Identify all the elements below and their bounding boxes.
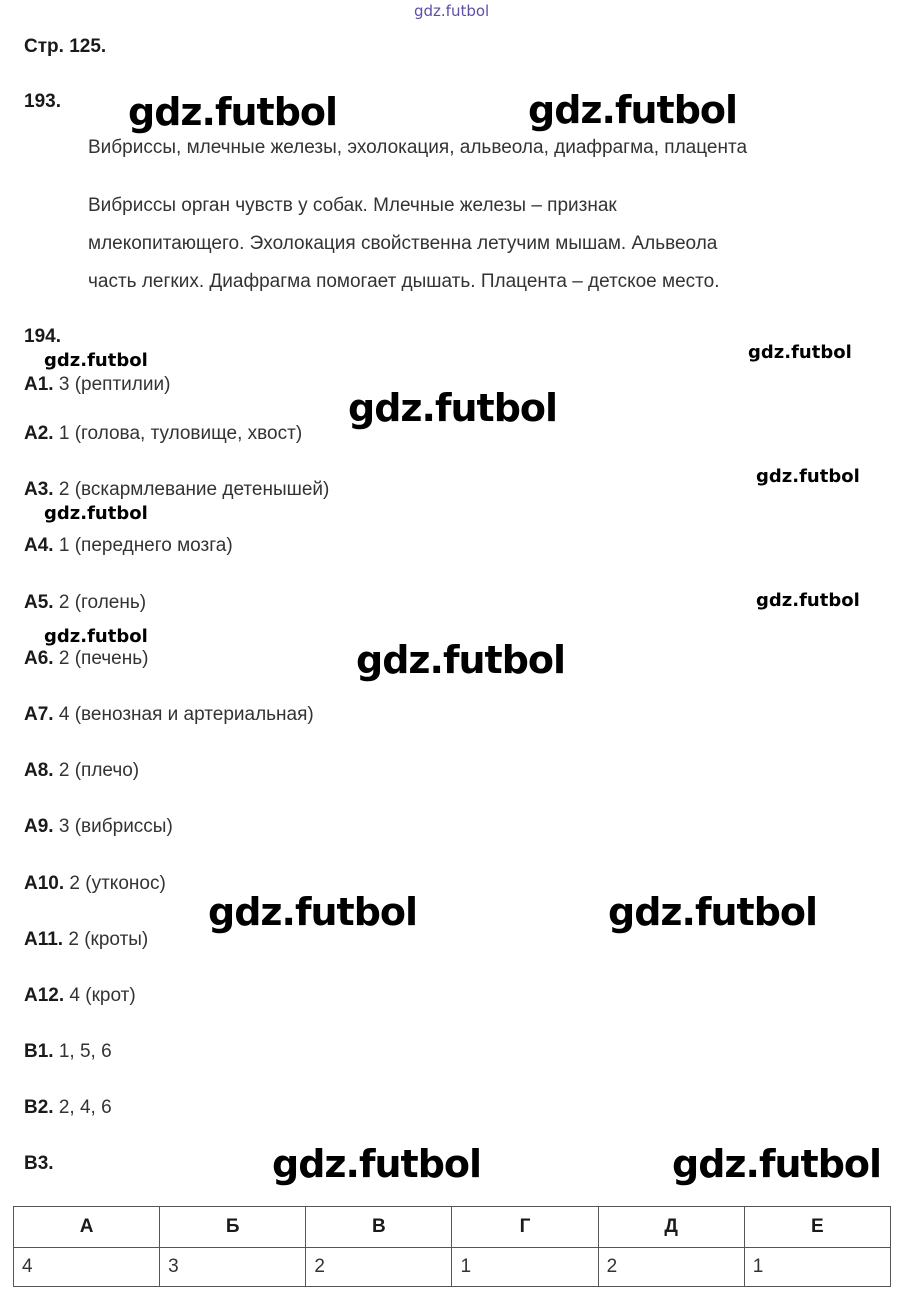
answer-label: А1. [24, 374, 54, 395]
table-header-cell: Д [598, 1207, 744, 1248]
watermark: gdz.futbol [748, 342, 852, 363]
table-cell: 2 [598, 1248, 744, 1287]
watermark: gdz.futbol [528, 88, 738, 132]
answer-a2 [24, 423, 302, 445]
task-193-line-2: млекопитающего. Эхолокация свойственна летучим мышам. Альвеола [88, 233, 718, 254]
answer-a3 [24, 479, 329, 501]
answer-a12 [24, 985, 136, 1007]
answer-a9 [24, 816, 173, 838]
answer-label: А3. [24, 479, 54, 500]
watermark: gdz.futbol [756, 590, 860, 611]
task-193-line-1: Вибриссы орган чувств у собак. Млечные железы – признак [88, 195, 617, 216]
answer-a7 [24, 704, 314, 726]
task-193-number: 193. [24, 91, 61, 112]
watermark: gdz.futbol [44, 626, 148, 647]
watermark: gdz.futbol [756, 466, 860, 487]
answer-label: А5. [24, 592, 54, 613]
answer-value: 2 (голень) [58, 592, 147, 613]
answer-label: В2. [24, 1097, 54, 1118]
answer-label: А6. [24, 648, 54, 669]
answer-label: А11. [24, 929, 64, 950]
answer-value: 3 (вибриссы) [58, 816, 173, 837]
answer-label: В1. [24, 1041, 54, 1062]
answer-value: 1 (переднего мозга) [58, 535, 233, 556]
answer-a10 [24, 873, 166, 895]
answer-value: 1, 5, 6 [58, 1041, 112, 1062]
task-194-number: 194. [24, 326, 61, 347]
answer-value: 1 (голова, туловище, хвост) [58, 423, 303, 444]
answer-value: 2 (утконос) [69, 873, 166, 894]
page-label: Стр. 125. [24, 36, 107, 57]
watermark: gdz.futbol [208, 890, 418, 934]
answer-value: 3 (рептилии) [58, 374, 171, 395]
answer-label: А12. [24, 985, 65, 1006]
table-cell: 1 [744, 1248, 890, 1287]
table-header-cell: А [14, 1207, 160, 1248]
answer-b2 [24, 1097, 112, 1119]
task-193-line-3: часть легких. Диафрагма помогает дышать. Плацента – детское место. [88, 271, 720, 292]
answer-value: 4 (крот) [69, 985, 136, 1006]
answer-a6 [24, 648, 148, 670]
answer-a8 [24, 760, 139, 782]
answer-a11 [24, 929, 148, 951]
answer-a5 [24, 592, 146, 614]
task-193-terms: Вибриссы, млечные железы, эхолокация, альвеола, диафрагма, плацента [88, 137, 748, 158]
watermark: gdz.futbol [672, 1142, 882, 1186]
answer-value: 2 (кроты) [68, 929, 149, 950]
answer-b3-label [24, 1153, 54, 1175]
watermark: gdz.futbol [128, 90, 338, 134]
answer-b1 [24, 1041, 112, 1063]
answer-label: А8. [24, 760, 54, 781]
watermark: gdz.futbol [348, 386, 558, 430]
answer-label: А10. [24, 873, 65, 894]
table-header-cell: Б [160, 1207, 306, 1248]
answer-value: 2 (вскармлевание детенышей) [58, 479, 330, 500]
answer-label: А4. [24, 535, 54, 556]
table-cell: 2 [306, 1248, 452, 1287]
table-header-cell: Е [744, 1207, 890, 1248]
watermark-top[interactable]: gdz.futbol [414, 2, 490, 20]
watermark: gdz.futbol [272, 1142, 482, 1186]
table-cell: 4 [14, 1248, 160, 1287]
table-header-cell: Г [452, 1207, 598, 1248]
answer-value: 2 (плечо) [58, 760, 140, 781]
answer-value: 4 (венозная и артериальная) [58, 704, 314, 725]
b3-answer-table [13, 1206, 891, 1287]
answer-a1 [24, 374, 170, 396]
table-cell: 1 [452, 1248, 598, 1287]
table-cell: 3 [160, 1248, 306, 1287]
answer-value: 2, 4, 6 [58, 1097, 112, 1118]
answer-value: 2 (печень) [58, 648, 149, 669]
table-row [14, 1248, 891, 1287]
watermark: gdz.futbol [44, 503, 148, 524]
watermark: gdz.futbol [44, 350, 148, 371]
table-header-row [14, 1207, 891, 1248]
answer-label: А7. [24, 704, 54, 725]
answer-label: А2. [24, 423, 54, 444]
answer-label: В3. [24, 1153, 54, 1174]
watermark: gdz.futbol [356, 638, 566, 682]
answer-label: А9. [24, 816, 54, 837]
watermark: gdz.futbol [608, 890, 818, 934]
answer-a4 [24, 535, 233, 557]
table-header-cell: В [306, 1207, 452, 1248]
